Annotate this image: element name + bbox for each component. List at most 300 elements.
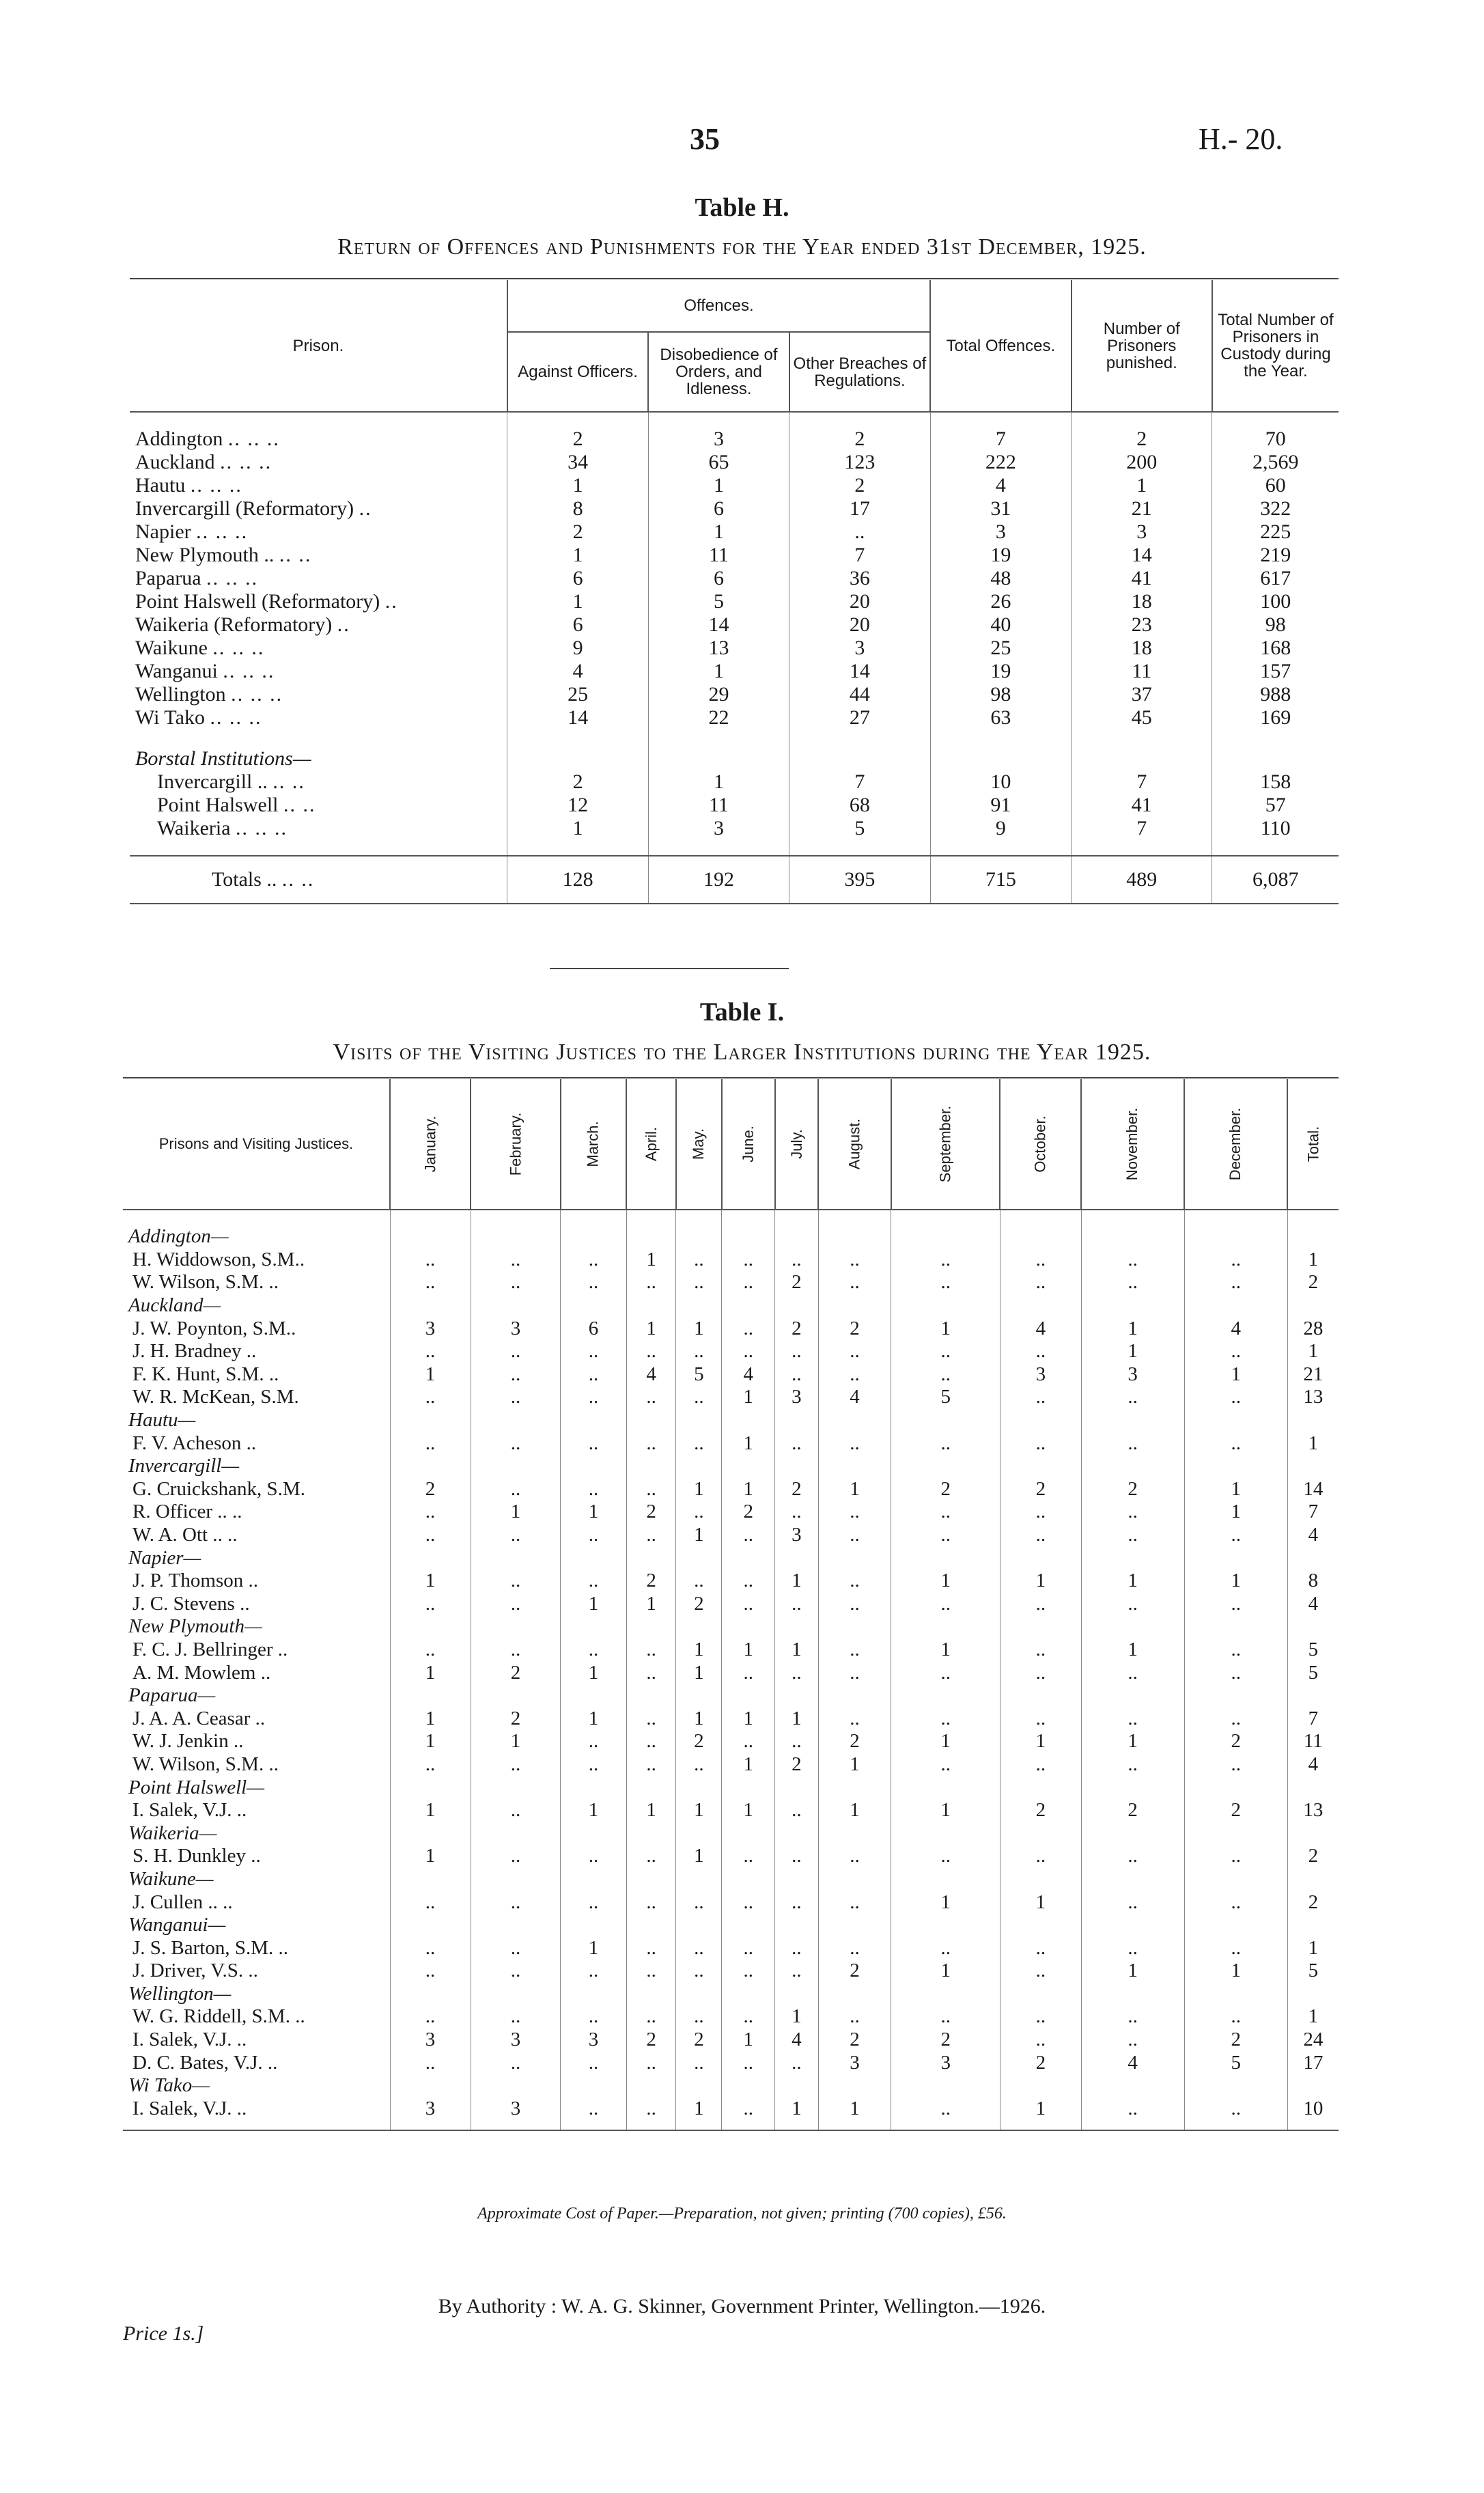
month-label: January. [421, 1115, 439, 1173]
document-reference: H.- 20. [1199, 122, 1283, 156]
empty-cell [775, 1455, 819, 1478]
value-cell: .. [471, 1639, 561, 1662]
value-cell: .. [1184, 1249, 1287, 1272]
value-cell: 2 [1072, 428, 1212, 451]
prison-name: Napier [135, 520, 191, 543]
value-cell: 4 [1287, 1753, 1339, 1777]
value-cell: 1 [676, 2098, 722, 2131]
value-cell: 4 [507, 660, 648, 683]
prison-name: Addington [135, 428, 223, 450]
empty-cell [1212, 744, 1339, 770]
prison-name-cell [130, 613, 507, 637]
value-cell: .. [471, 1386, 561, 1409]
value-cell: 60 [1212, 474, 1339, 497]
value-cell: .. [471, 1936, 561, 1960]
value-cell: 219 [1212, 544, 1339, 567]
empty-cell [818, 1294, 891, 1318]
prison-name-cell [130, 497, 507, 520]
value-cell: 1 [676, 1478, 722, 1501]
value-cell: 6 [561, 1317, 626, 1340]
prison-name-cell [130, 683, 507, 706]
value-cell: 7 [1072, 817, 1212, 840]
value-cell: 1 [722, 1799, 775, 1822]
empty-cell [626, 1684, 676, 1708]
value-cell: 2 [891, 2029, 1000, 2052]
value-cell: 2 [1184, 1799, 1287, 1822]
empty-cell [471, 2074, 561, 2098]
value-cell: 37 [1072, 683, 1212, 706]
table-row [130, 474, 1339, 497]
empty-cell [1000, 1210, 1081, 1249]
month-label: June. [739, 1126, 757, 1162]
leader-dots: .. [337, 613, 350, 636]
value-cell: .. [561, 2051, 626, 2074]
value-cell: .. [1000, 1340, 1081, 1363]
table-row [123, 1707, 1339, 1730]
empty-cell [775, 1615, 819, 1639]
value-cell: 3 [891, 2051, 1000, 2074]
empty-cell [722, 1684, 775, 1708]
table-row [130, 683, 1339, 706]
value-cell: 2 [471, 1661, 561, 1684]
empty-cell [1184, 1210, 1287, 1249]
value-cell: .. [390, 1432, 471, 1455]
empty-cell [722, 1455, 775, 1478]
value-cell: 2 [722, 1501, 775, 1524]
value-cell: 6 [648, 497, 789, 520]
value-cell: 1 [891, 1317, 1000, 1340]
value-cell: 1 [1184, 1960, 1287, 1983]
value-cell: 3 [1072, 520, 1212, 544]
value-cell: 2 [789, 474, 930, 497]
value-cell: 2 [1081, 1799, 1184, 1822]
leader-dots: .. .. [272, 770, 305, 793]
value-cell: .. [818, 1524, 891, 1547]
empty-cell [1184, 1455, 1287, 1478]
empty-cell [1072, 729, 1212, 744]
value-cell: 2 [1287, 1845, 1339, 1868]
value-cell: 17 [789, 497, 930, 520]
prison-name: Wellington [135, 683, 226, 706]
empty-cell [775, 1822, 819, 1845]
value-cell: 6 [507, 613, 648, 637]
value-cell: 157 [1212, 660, 1339, 683]
empty-cell [775, 1684, 819, 1708]
empty-cell [626, 1615, 676, 1639]
empty-cell [722, 1914, 775, 1937]
value-cell: 4 [1287, 1524, 1339, 1547]
prison-name-cell [130, 590, 507, 613]
justice-name: W. Wilson, S.M. .. [123, 1271, 390, 1294]
value-cell: 715 [930, 856, 1071, 904]
prison-name-cell [130, 567, 507, 590]
leader-dots: .. .. .. [196, 520, 249, 543]
value-cell: 1 [390, 1799, 471, 1822]
header-month [722, 1079, 775, 1210]
value-cell: 1 [891, 1960, 1000, 1983]
value-cell: 14 [1287, 1478, 1339, 1501]
value-cell: 11 [648, 794, 789, 817]
visits-table [123, 1079, 1339, 2131]
table-row [130, 451, 1339, 474]
value-cell: 34 [507, 451, 648, 474]
empty-cell [561, 1409, 626, 1432]
empty-cell [1000, 1409, 1081, 1432]
value-cell: 19 [930, 544, 1071, 567]
empty-cell [1212, 412, 1339, 428]
value-cell: .. [1000, 1386, 1081, 1409]
value-cell: 4 [1287, 1593, 1339, 1616]
value-cell: 2 [1184, 2029, 1287, 2052]
value-cell: 7 [1287, 1707, 1339, 1730]
value-cell: 2 [1287, 1271, 1339, 1294]
empty-cell [1072, 412, 1212, 428]
value-cell: 1 [1287, 1432, 1339, 1455]
value-cell: 3 [775, 1524, 819, 1547]
value-cell: .. [561, 1730, 626, 1753]
value-cell: 100 [1212, 590, 1339, 613]
value-cell: 222 [930, 451, 1071, 474]
value-cell: .. [1081, 2098, 1184, 2131]
value-cell: 1 [775, 1570, 819, 1593]
value-cell: .. [676, 1271, 722, 1294]
value-cell: 2 [507, 520, 648, 544]
justice-name: W. J. Jenkin .. [123, 1730, 390, 1753]
empty-cell [390, 1776, 471, 1799]
justice-name: W. Wilson, S.M. .. [123, 1753, 390, 1777]
empty-cell [818, 1776, 891, 1799]
value-cell: .. [1081, 1707, 1184, 1730]
empty-cell [930, 744, 1071, 770]
value-cell: 6,087 [1212, 856, 1339, 904]
value-cell: .. [1184, 1936, 1287, 1960]
table-row [123, 1891, 1339, 1914]
value-cell: 2 [775, 1271, 819, 1294]
empty-cell [1081, 1776, 1184, 1799]
value-cell: 14 [1072, 544, 1212, 567]
prison-group-name: Auckland— [123, 1294, 390, 1318]
value-cell: .. [561, 1478, 626, 1501]
value-cell: 14 [789, 660, 930, 683]
value-cell: .. [1184, 1340, 1287, 1363]
leader-dots: .. .. .. [223, 660, 275, 682]
value-cell: 25 [507, 683, 648, 706]
value-cell: 2 [775, 1753, 819, 1777]
prison-group-row [123, 1546, 1339, 1570]
empty-cell [648, 412, 789, 428]
empty-cell [1287, 1546, 1339, 1570]
page-number: 35 [690, 122, 720, 156]
value-cell: .. [1081, 1936, 1184, 1960]
value-cell: .. [1184, 1753, 1287, 1777]
value-cell: .. [722, 2098, 775, 2131]
empty-cell [722, 1409, 775, 1432]
table-row [123, 1478, 1339, 1501]
empty-cell [930, 840, 1071, 856]
table-row [123, 1386, 1339, 1409]
empty-cell [1287, 1615, 1339, 1639]
empty-cell [775, 1868, 819, 1891]
table-row [123, 1730, 1339, 1753]
empty-cell [775, 1294, 819, 1318]
value-cell: 1 [818, 1753, 891, 1777]
value-cell: .. [1184, 1661, 1287, 1684]
header-month [676, 1079, 722, 1210]
empty-cell [775, 1546, 819, 1570]
value-cell: 1 [1000, 1730, 1081, 1753]
value-cell: .. [471, 1271, 561, 1294]
prison-group-row [123, 1914, 1339, 1937]
value-cell: 5 [891, 1386, 1000, 1409]
empty-cell [1184, 1546, 1287, 1570]
prison-name-cell [130, 770, 507, 794]
value-cell: 5 [789, 817, 930, 840]
value-cell: 1 [1287, 1340, 1339, 1363]
value-cell: 1 [775, 2005, 819, 2029]
justice-name: J. S. Barton, S.M. .. [123, 1936, 390, 1960]
value-cell: 1 [891, 1891, 1000, 1914]
value-cell: 13 [1287, 1386, 1339, 1409]
value-cell: .. [1184, 1432, 1287, 1455]
prison-name: Point Halswell [157, 794, 279, 816]
value-cell: .. [722, 1249, 775, 1272]
empty-cell [471, 1294, 561, 1318]
value-cell: 26 [930, 590, 1071, 613]
header-against-officers: Against Officers. [507, 332, 648, 412]
empty-cell [676, 1409, 722, 1432]
prison-group-name: Invercargill— [123, 1455, 390, 1478]
justice-name: W. A. Ott .. .. [123, 1524, 390, 1547]
value-cell: .. [818, 1639, 891, 1662]
empty-cell [891, 1776, 1000, 1799]
prison-name: New Plymouth .. [135, 544, 275, 566]
empty-cell [130, 729, 507, 744]
empty-cell [1000, 1546, 1081, 1570]
prison-name: Waikune [135, 637, 208, 659]
prison-group-name: Waikune— [123, 1868, 390, 1891]
value-cell: 2 [390, 1478, 471, 1501]
value-cell: .. [561, 1570, 626, 1593]
empty-cell [561, 1546, 626, 1570]
value-cell: 3 [775, 1386, 819, 1409]
prison-name-cell [130, 817, 507, 840]
empty-cell [1072, 840, 1212, 856]
value-cell: .. [818, 1271, 891, 1294]
borstal-heading: Borstal Institutions— [130, 744, 507, 770]
value-cell: 7 [789, 544, 930, 567]
value-cell: 1 [722, 1639, 775, 1662]
justice-name: F. K. Hunt, S.M. .. [123, 1363, 390, 1387]
table-row [123, 2051, 1339, 2074]
visits-table-header [123, 1079, 1339, 1210]
empty-cell [1000, 1455, 1081, 1478]
value-cell: 5 [1287, 1661, 1339, 1684]
value-cell: .. [818, 1249, 891, 1272]
empty-cell [471, 1983, 561, 2006]
value-cell: 3 [1000, 1363, 1081, 1387]
empty-cell [1287, 1684, 1339, 1708]
value-cell: 2 [775, 1478, 819, 1501]
table-row [123, 2005, 1339, 2029]
empty-cell [775, 1914, 819, 1937]
prison-group-name: Napier— [123, 1546, 390, 1570]
empty-cell [789, 744, 930, 770]
header-month [471, 1079, 561, 1210]
empty-cell [818, 1822, 891, 1845]
empty-cell [561, 1455, 626, 1478]
value-cell: 20 [789, 590, 930, 613]
value-cell: 1 [626, 1249, 676, 1272]
empty-cell [1081, 1455, 1184, 1478]
value-cell: 322 [1212, 497, 1339, 520]
empty-cell [390, 1868, 471, 1891]
empty-cell [676, 1546, 722, 1570]
value-cell: 1 [891, 1730, 1000, 1753]
empty-cell [1184, 1684, 1287, 1708]
table-row [123, 1960, 1339, 1983]
prison-name-cell [130, 520, 507, 544]
justice-name: H. Widdowson, S.M.. [123, 1249, 390, 1272]
empty-cell [1212, 840, 1339, 856]
empty-cell [561, 2074, 626, 2098]
leader-dots: .. .. .. [206, 567, 259, 589]
value-cell: .. [775, 1891, 819, 1914]
value-cell: 5 [1184, 2051, 1287, 2074]
header-number-punished: Number of Prisoners punished. [1072, 280, 1212, 412]
empty-cell [1000, 1776, 1081, 1799]
value-cell: 41 [1072, 794, 1212, 817]
value-cell: 13 [1287, 1799, 1339, 1822]
value-cell: 1 [818, 1478, 891, 1501]
empty-cell [1081, 1210, 1184, 1249]
prison-group-row [123, 1983, 1339, 2006]
empty-cell [1081, 1914, 1184, 1937]
empty-cell [471, 1776, 561, 1799]
value-cell: 2 [626, 2029, 676, 2052]
value-cell: .. [561, 1363, 626, 1387]
header-month [561, 1079, 626, 1210]
justice-name: D. C. Bates, V.J. .. [123, 2051, 390, 2074]
empty-cell [775, 2074, 819, 2098]
leader-dots: .. .. .. [231, 683, 283, 706]
justice-name: I. Salek, V.J. .. [123, 2098, 390, 2131]
empty-cell [1000, 1914, 1081, 1937]
value-cell: 1 [1081, 1317, 1184, 1340]
prison-name: Wanganui [135, 660, 218, 682]
value-cell: .. [775, 1936, 819, 1960]
value-cell: .. [390, 1340, 471, 1363]
header-total-custody: Total Number of Prisoners in Custody during the Year. [1212, 280, 1339, 412]
value-cell: 2 [507, 428, 648, 451]
leader-dots: .. .. .. [210, 706, 262, 729]
empty-cell [471, 1914, 561, 1937]
value-cell: 5 [1287, 1639, 1339, 1662]
table-row [123, 1249, 1339, 1272]
value-cell: .. [626, 1845, 676, 1868]
value-cell: 1 [390, 1363, 471, 1387]
value-cell: 1 [676, 1661, 722, 1684]
value-cell: .. [722, 1317, 775, 1340]
value-cell: 2 [775, 1317, 819, 1340]
empty-cell [722, 1294, 775, 1318]
empty-cell [1184, 1776, 1287, 1799]
empty-cell [626, 1983, 676, 2006]
value-cell: 65 [648, 451, 789, 474]
value-cell: 168 [1212, 637, 1339, 660]
value-cell: .. [676, 1386, 722, 1409]
header-month [891, 1079, 1000, 1210]
value-cell: 3 [648, 428, 789, 451]
value-cell: 110 [1212, 817, 1339, 840]
value-cell: .. [390, 2005, 471, 2029]
prison-group-name: Addington— [123, 1210, 390, 1249]
value-cell: .. [818, 1936, 891, 1960]
value-cell: 2 [1287, 1891, 1339, 1914]
cost-note: Approximate Cost of Paper.—Preparation, not given; printing (700 copies), £56. [477, 2205, 1007, 2223]
value-cell: 1 [676, 1317, 722, 1340]
empty-cell [676, 1294, 722, 1318]
value-cell: .. [1081, 1753, 1184, 1777]
empty-cell [390, 2074, 471, 2098]
table-i-subtitle: Visits of the Visiting Justices to the Larger Institutions during the Year 1925. [333, 1040, 1151, 1065]
value-cell: .. [626, 1730, 676, 1753]
value-cell: .. [722, 2005, 775, 2029]
value-cell: .. [561, 2098, 626, 2131]
value-cell: .. [626, 1524, 676, 1547]
empty-cell [626, 1914, 676, 1937]
value-cell: 2 [676, 2029, 722, 2052]
value-cell: .. [1000, 1753, 1081, 1777]
empty-cell [775, 1409, 819, 1432]
value-cell: 41 [1072, 567, 1212, 590]
value-cell: .. [676, 2051, 722, 2074]
value-cell: .. [390, 1593, 471, 1616]
empty-cell [722, 1868, 775, 1891]
empty-cell [1184, 1868, 1287, 1891]
empty-cell [561, 1868, 626, 1891]
value-cell: 31 [930, 497, 1071, 520]
value-cell: .. [561, 1845, 626, 1868]
value-cell: .. [676, 1432, 722, 1455]
empty-cell [1081, 1684, 1184, 1708]
empty-cell [471, 1546, 561, 1570]
header-month [390, 1079, 471, 1210]
value-cell: 63 [930, 706, 1071, 729]
empty-cell [626, 1294, 676, 1318]
empty-cell [1184, 1294, 1287, 1318]
value-cell: 1 [561, 1661, 626, 1684]
authority-line: By Authority : W. A. G. Skinner, Government Printer, Wellington.—1926. [438, 2295, 1046, 2317]
empty-cell [626, 1455, 676, 1478]
value-cell: .. [1081, 1593, 1184, 1616]
value-cell: 8 [507, 497, 648, 520]
value-cell: .. [722, 1524, 775, 1547]
empty-cell [930, 412, 1071, 428]
value-cell: .. [818, 1593, 891, 1616]
value-cell: .. [676, 1501, 722, 1524]
value-cell: 1 [1184, 1501, 1287, 1524]
value-cell: 98 [930, 683, 1071, 706]
value-cell: 20 [789, 613, 930, 637]
value-cell: .. [471, 1845, 561, 1868]
value-cell: .. [676, 1570, 722, 1593]
value-cell: .. [471, 2005, 561, 2029]
prison-name-cell [130, 474, 507, 497]
prison-name-cell [130, 660, 507, 683]
value-cell: 1 [722, 1753, 775, 1777]
empty-cell [1184, 1409, 1287, 1432]
value-cell: 4 [775, 2029, 819, 2052]
